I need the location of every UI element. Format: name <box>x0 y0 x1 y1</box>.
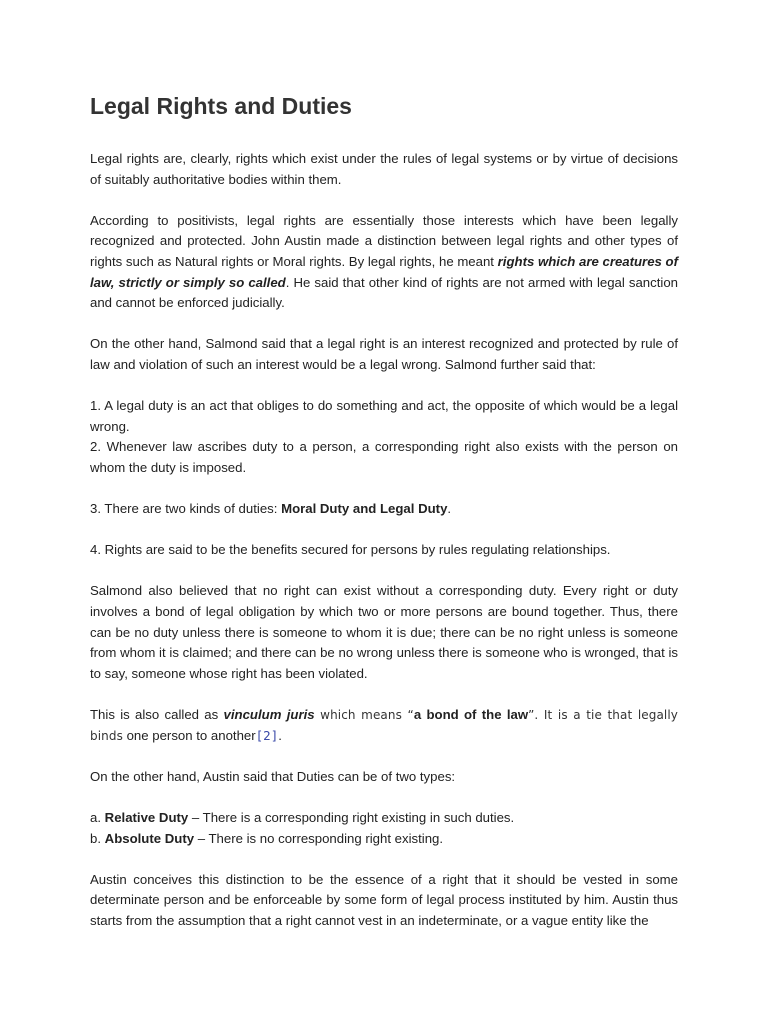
emphasis-bond-of-law: a bond of the law <box>413 707 529 723</box>
duty-item-b-prefix: b. <box>90 830 105 846</box>
emphasis-creatures-of-law: rights which are creatures of law, strictly or simply so called <box>90 253 678 290</box>
emphasis-duty-kinds: Moral Duty and Legal Duty <box>281 501 448 517</box>
vinculum-text-start: This is also called as <box>90 707 224 723</box>
duty-item-b <box>90 829 678 850</box>
paragraph-positivists-text-end: . He said that other kind of rights are not armed with legal sanction and cannot be enforced judicially. <box>90 274 678 311</box>
page-title: Legal Rights and Duties <box>90 93 352 119</box>
duty-item-a <box>90 808 678 829</box>
paragraph-intro: Legal rights are, clearly, rights which exist under the rules of legal systems or by virtue of decisions of suitably authoritative bodies within them. <box>90 151 678 187</box>
list-item-3-text: 3. There are two kinds of duties: <box>90 501 282 517</box>
list-item-3 <box>90 499 678 520</box>
paragraph-positivists-text: According to positivists, legal rights are essentially those interests which have been legally recognized and protected. John Austin made a distinction between legal rights and other types of rights such as Natural rights or Moral rights. By legal rights, he meant <box>90 212 678 269</box>
duty-item-a-prefix: a. <box>90 810 105 825</box>
paragraph-vinculum-juris <box>90 705 678 746</box>
list-item-2: 2. Whenever law ascribes duty to a person, a corresponding right also exists with the person on whom the duty is imposed. <box>90 439 678 475</box>
duty-item-b-text: – There is no corresponding right existing. <box>194 830 444 846</box>
vinculum-text-means: which means “ <box>314 708 414 723</box>
document-page <box>90 91 678 952</box>
list-item-1: 1. A legal duty is an act that obliges to do something and act, the opposite of which would be a legal wrong. <box>90 398 678 434</box>
footnote-ref-link[interactable]: [2] <box>255 727 279 743</box>
paragraph-austin-duties: On the other hand, Austin said that Duties can be of two types: <box>90 768 456 784</box>
paragraph-austin-conceives: Austin conceives this distinction to be the essence of a right that it should be vested in some determinate person and be enforceable by some form of legal process instituted by him. Austin thus starts from the assumption that a right cannot vest in an indeterminate, or a vague entity like the <box>90 871 678 928</box>
vinculum-text-end: one person to another <box>122 727 256 743</box>
duty-item-a-text: – There is a corresponding right existing in such duties. <box>188 810 515 825</box>
paragraph-salmond-belief: Salmond also believed that no right can exist without a corresponding duty. Every right or duty involves a bond of legal obligation by which two or more persons are bound together. Thus, there can be no duty unless there is someone to whom it is due; there can be no right unless is someone from whom it is claimed; and there can be no wrong unless there is someone who is wronged, that is to say, someone whose right has been violated. <box>90 583 678 681</box>
emphasis-vinculum-juris: vinculum juris <box>223 707 315 723</box>
paragraph-salmond: On the other hand, Salmond said that a legal right is an interest recognized and protected by rule of law and violation of such an interest would be a legal wrong. Salmond further said that: <box>90 336 678 372</box>
paragraph-positivists <box>90 211 678 314</box>
list-item-4: 4. Rights are said to be the benefits secured for persons by rules regulating relationships. <box>90 542 611 558</box>
duty-item-a-term: Relative Duty <box>104 810 189 825</box>
vinculum-text-period: . <box>278 727 282 743</box>
vinculum-text-tie: ”. It is a tie that legally binds <box>90 708 678 743</box>
duty-item-b-term: Absolute Duty <box>104 830 195 846</box>
list-item-3-end: . <box>447 501 452 517</box>
